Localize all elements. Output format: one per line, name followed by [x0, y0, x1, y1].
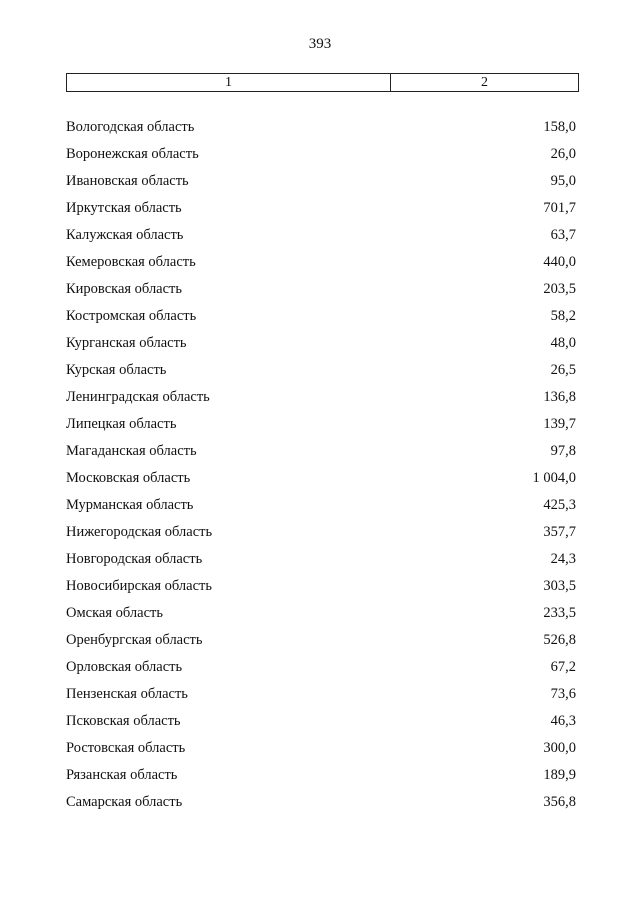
- table-row: [66, 303, 576, 330]
- region-name: Магаданская область: [66, 443, 197, 459]
- table-row: [66, 276, 576, 303]
- region-name: Липецкая область: [66, 416, 177, 432]
- table-body: [66, 114, 576, 816]
- region-name: Кемеровская область: [66, 254, 196, 270]
- region-value: 300,0: [543, 740, 576, 756]
- region-value: 46,3: [550, 713, 576, 729]
- region-name: Ивановская область: [66, 173, 189, 189]
- region-value: 189,9: [543, 767, 576, 783]
- region-value: 67,2: [550, 659, 576, 675]
- region-name: Новосибирская область: [66, 578, 212, 594]
- region-value: 233,5: [543, 605, 576, 621]
- region-name: Мурманская область: [66, 497, 194, 513]
- region-name: Оренбургская область: [66, 632, 203, 648]
- region-value: 701,7: [543, 200, 576, 216]
- region-value: 97,8: [550, 443, 576, 459]
- table-row: [66, 465, 576, 492]
- region-name: Кировская область: [66, 281, 183, 297]
- region-value: 357,7: [543, 524, 576, 540]
- region-value: 356,8: [543, 794, 576, 810]
- table-row: [66, 708, 576, 735]
- region-name: Вологодская область: [66, 119, 195, 135]
- table-row: [66, 735, 576, 762]
- table-row: [66, 330, 576, 357]
- table-row: [66, 222, 576, 249]
- region-name: Калужская область: [66, 227, 184, 243]
- table-row: [66, 438, 576, 465]
- table-row: [66, 168, 576, 195]
- table-row: [66, 114, 576, 141]
- column-header-1: 1: [67, 74, 391, 91]
- column-header-2: 2: [481, 74, 488, 90]
- table-row: [66, 357, 576, 384]
- region-name: Псковская область: [66, 713, 181, 729]
- region-name: Пензенская область: [66, 686, 188, 702]
- region-name: Нижегородская область: [66, 524, 213, 540]
- region-name: Курганская область: [66, 335, 187, 351]
- table-row: [66, 681, 576, 708]
- table-row: [66, 519, 576, 546]
- region-name: Иркутская область: [66, 200, 182, 216]
- table-row: [66, 546, 576, 573]
- table-row: [66, 249, 576, 276]
- table-row: [66, 600, 576, 627]
- region-value: 26,5: [550, 362, 576, 378]
- table-row: [66, 141, 576, 168]
- region-value: 158,0: [543, 119, 576, 135]
- region-value: 1 004,0: [532, 470, 576, 486]
- table-row: [66, 573, 576, 600]
- table-row: [66, 627, 576, 654]
- table-row: [66, 789, 576, 816]
- region-name: Орловская область: [66, 659, 183, 675]
- region-name: Московская область: [66, 470, 191, 486]
- region-value: 136,8: [543, 389, 576, 405]
- region-value: 95,0: [550, 173, 576, 189]
- table-row: [66, 492, 576, 519]
- region-name: Новгородская область: [66, 551, 203, 567]
- region-value: 24,3: [550, 551, 576, 567]
- region-value: 203,5: [543, 281, 576, 297]
- region-name: Омская область: [66, 605, 163, 621]
- region-value: 139,7: [543, 416, 576, 432]
- region-value: 303,5: [543, 578, 576, 594]
- region-name: Самарская область: [66, 794, 183, 810]
- region-name: Костромская область: [66, 308, 197, 324]
- region-value: 58,2: [550, 308, 576, 324]
- region-name: Воронежская область: [66, 146, 199, 162]
- region-value: 526,8: [543, 632, 576, 648]
- region-name: Курская область: [66, 362, 167, 378]
- table-row: [66, 654, 576, 681]
- region-value: 440,0: [543, 254, 576, 270]
- region-value: 425,3: [543, 497, 576, 513]
- region-name: Ленинградская область: [66, 389, 210, 405]
- page-number: 393: [308, 36, 332, 52]
- table-header: [66, 73, 579, 92]
- region-name: Рязанская область: [66, 767, 178, 783]
- table-row: [66, 384, 576, 411]
- table-row: [66, 195, 576, 222]
- region-name: Ростовская область: [66, 740, 186, 756]
- region-value: 73,6: [550, 686, 576, 702]
- table-row: [66, 762, 576, 789]
- region-value: 63,7: [550, 227, 576, 243]
- table-row: [66, 411, 576, 438]
- region-value: 48,0: [550, 335, 576, 351]
- region-value: 26,0: [550, 146, 576, 162]
